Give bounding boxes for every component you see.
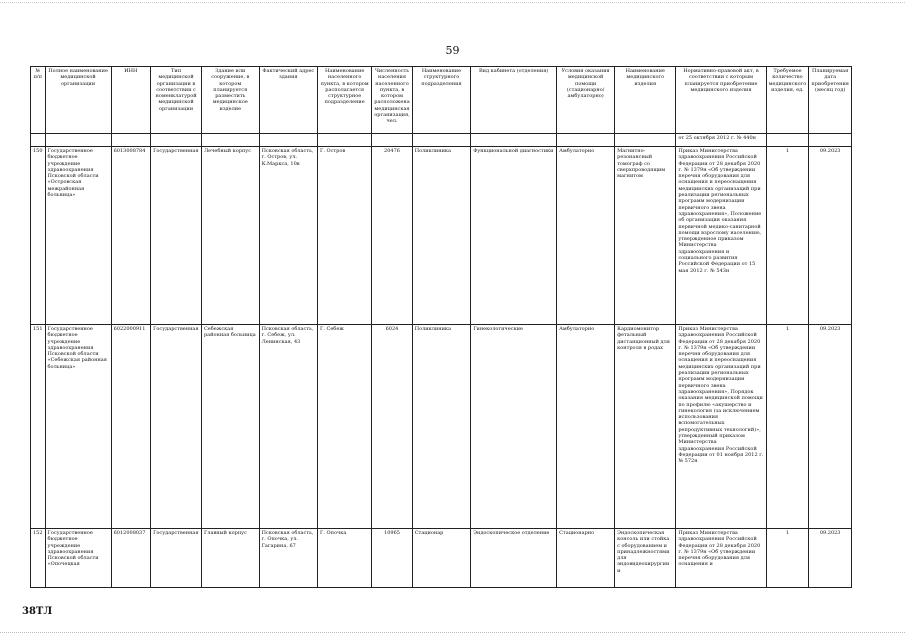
cell-number: 150	[31, 147, 46, 325]
cell-cabinet: Функциональной диагностики	[471, 147, 557, 325]
table-row	[31, 147, 852, 325]
cell-quantity: 1	[766, 529, 809, 588]
cell-population: 6024	[372, 325, 412, 529]
footer-code: 38ТЛ	[22, 606, 53, 617]
cell-locality: Г. Опочка	[318, 529, 372, 588]
equipment-table	[30, 66, 852, 588]
cell-org-name: Государственное бюджетное учреждение здравоохранения Псковской области «Опочецкая	[45, 529, 111, 588]
cell-unit: Стационар	[412, 529, 470, 588]
col-header-quantity: Требуемое количество медицинского изделия, ед.	[766, 67, 809, 134]
table-row	[31, 325, 852, 529]
cell-conditions: Стационарно	[557, 529, 615, 588]
cell-planned-date: 09.2023	[809, 529, 852, 588]
col-header-org-name: Полное наименование медицинской организации	[45, 67, 111, 134]
cell-org-type: Государственная	[151, 147, 202, 325]
col-header-cabinet: Вид кабинета (отделения)	[471, 67, 557, 134]
cell-org-type: Государственная	[151, 325, 202, 529]
bottom-dotted-edge	[0, 632, 905, 633]
cell-building: Главный корпус	[201, 529, 259, 588]
cell-device: Кардиомонитор фетальный дистанционный для контроля в родах	[615, 325, 676, 529]
cell-locality: Г. Остров	[318, 147, 372, 325]
cell-legal-act: Приказ Министерства здравоохранения Российской Федерации от 28 декабря 2020 г. № 1379н «Об утверждении перечня оборудования для оснащения и переоснащения медицинских организаций при реализации региональных программ модернизации первичного звена здравоохранения», Порядок оказания медицинской помощи по профилю «акушерство и гинекология (за исключением использования вспомогательных репродуктивных технологий)», утвержденный приказом Министерства здравоохранения Российской Федерации от 01 ноября 2012 г. № 572н	[676, 325, 766, 529]
col-header-inn: ИНН	[111, 67, 150, 134]
cell-quantity: 1	[766, 147, 809, 325]
cell-conditions: Амбулаторно	[557, 147, 615, 325]
cell-legal-act: Приказ Министерства здравоохранения Российской Федерации от 28 декабря 2020 г. № 1379н «Об утверждении перечня оборудования для оснащения и	[676, 529, 766, 588]
col-header-address: Фактический адрес здания	[259, 67, 317, 134]
cell-cabinet: Эндоскопическое отделение	[471, 529, 557, 588]
cell-device: Эндоскопическая консоль или стойка с оборудованием и принадлежностями для эндовидеохирургии и	[615, 529, 676, 588]
header-row	[31, 67, 852, 134]
cell-locality: Г. Себеж	[318, 325, 372, 529]
col-header-planned-date: Планируемая дата приобретения (месяц год)	[809, 67, 852, 134]
cell-inn: 6013008784	[111, 147, 150, 325]
cell-inn: 6012008037	[111, 529, 150, 588]
cell-device: Магнитно-резонансный томограф со сверхпроводящим магнитом	[615, 147, 676, 325]
cell-unit: Поликлиника	[412, 325, 470, 529]
cell-planned-date: 09.2023	[809, 325, 852, 529]
cell-population: 20476	[372, 147, 412, 325]
cell-legal-act: Приказ Министерства здравоохранения Российской Федерации от 28 декабря 2020 г. № 1379н «Об утверждении перечня оборудования для оснащения и переоснащения медицинских организаций при реализации региональных программ модернизации первичного звена здравоохранения», Положение об организации оказания первичной медико-санитарной помощи взрослому населению, утвержденное приказом Министерства здравоохранения и социального развития Российской Федерации от 15 мая 2012 г. № 543н	[676, 147, 766, 325]
col-header-population: Численность населения населенного пункта, в котором расположена медицинская организация, чел.	[372, 67, 412, 134]
cell-org-name: Государственное бюджетное учреждение здравоохранения Псковской области «Островская межрайонная больница»	[45, 147, 111, 325]
cell-conditions: Амбулаторно	[557, 325, 615, 529]
cell-building: Лечебный корпус	[201, 147, 259, 325]
table-row	[31, 529, 852, 588]
col-header-locality: Наименование населенного пункта, в котором располагается структурное подразделение	[318, 67, 372, 134]
col-header-device: Наименование медицинского изделия	[615, 67, 676, 134]
cell-population: 10965	[372, 529, 412, 588]
cell-address: Псковская область, г. Себеж, ул. Ленинская, 43	[259, 325, 317, 529]
cell-org-type: Государственная	[151, 529, 202, 588]
col-header-conditions: Условия оказания медицинской помощи (стационарно/амбулаторно)	[557, 67, 615, 134]
table-row-continuation	[31, 134, 852, 147]
table-wrapper	[30, 66, 852, 593]
cell-planned-date: 09.2023	[809, 147, 852, 325]
col-header-number: № п/п	[31, 67, 46, 134]
cell-building: Себежская районная больница	[201, 325, 259, 529]
top-dotted-edge	[0, 2, 905, 3]
col-header-legal-act: Нормативно-правовой акт, в соответствии с которым планируется приобретение медицинского изделия	[676, 67, 766, 134]
cell-org-name: Государственное бюджетное учреждение здравоохранения Псковской области «Себежская районная больница»	[45, 325, 111, 529]
col-header-unit: Наименование структурного подразделения	[412, 67, 470, 134]
cell-number: 152	[31, 529, 46, 588]
cell-unit: Поликлиника	[412, 147, 470, 325]
page-number: 59	[445, 44, 460, 57]
cell-number: 151	[31, 325, 46, 529]
cell-cabinet: Гинекологические	[471, 325, 557, 529]
col-header-building: Здание или сооружение, в котором планируется разместить медицинское изделие	[201, 67, 259, 134]
cell-inn: 6022000911	[111, 325, 150, 529]
cell-legal-act: от 25 октября 2012 г. № 440н	[676, 134, 766, 147]
col-header-org-type: Тип медицинской организации в соответствии с номенклатурой медицинской организации	[151, 67, 202, 134]
cell-address: Псковская область, г. Опочка, ул. Гагарина, 67	[259, 529, 317, 588]
cell-quantity: 1	[766, 325, 809, 529]
cell-address: Псковская область, г. Остров, ул. К.Маркса, 10в	[259, 147, 317, 325]
